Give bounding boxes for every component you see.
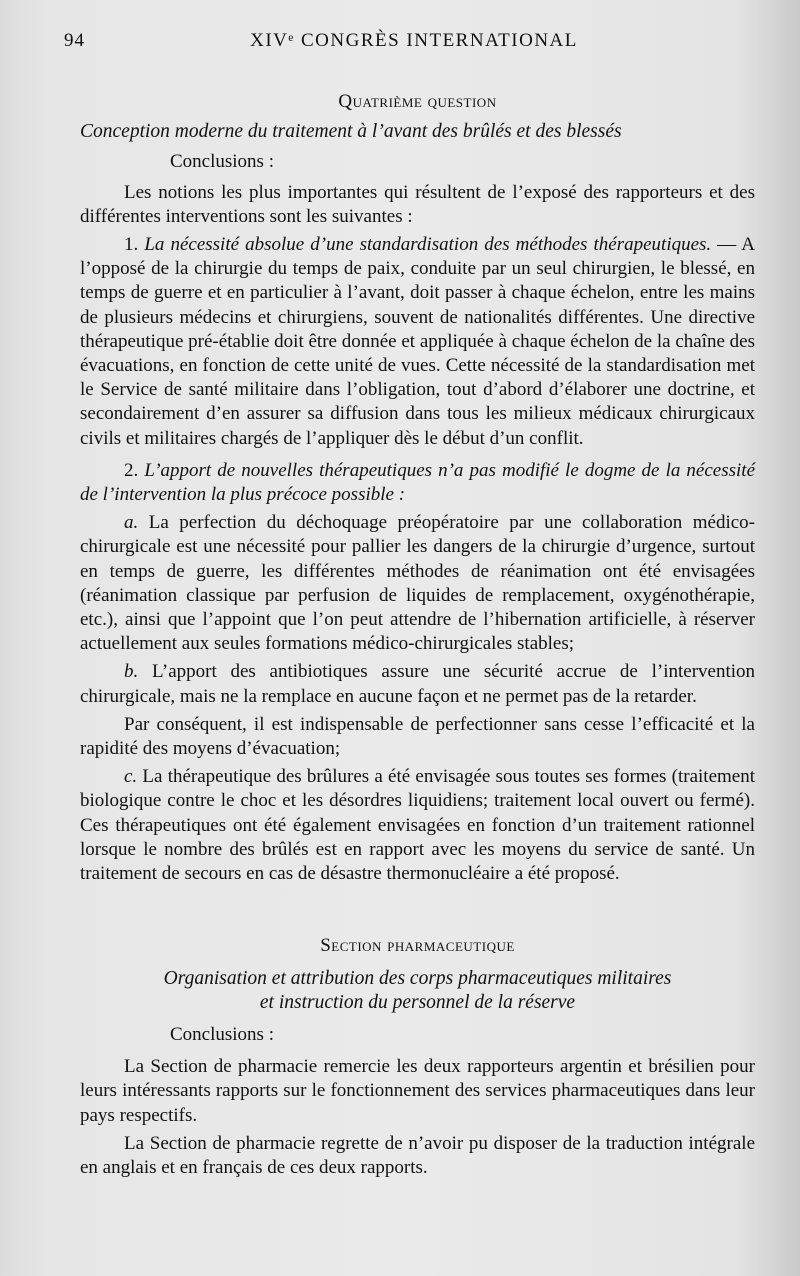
page-header (64, 30, 764, 54)
point-b-letter: b. (124, 661, 139, 683)
running-title: XIVᵉ CONGRÈS INTERNATIONAL (250, 30, 578, 51)
point-2-heading: L’apport de nouvelles thérapeutiques n’a pas modifié le dogme de la nécessité de l’intervention la plus précoce possible : (80, 459, 755, 506)
point-c-text: La thérapeutique des brûlures a été envisagée sous toutes ses formes (traitement biologique contre le choc et les désordres liquidiens; traitement local ouvert ou fermé). Ces thérapeutiques ont été également envisagées en fonction d’un traitement rationnel lorsque le nombre des brûlés est en rapport avec les moyens du service de santé. Un traitement de secours en cas de désastre thermonucléaire a été proposé. (80, 766, 755, 885)
page-body (80, 90, 755, 1180)
consequence-paragraph: Par conséquent, il est indispensable de perfectionner sans cesse l’efficacité et la rapidité des moyens d’évacuation; (80, 713, 755, 760)
section-subtitle-line-2: et instruction du personnel de la réserve (259, 991, 576, 1013)
section-subtitle-line-1: Organisation et attribution des corps pharmaceutiques militaires (163, 967, 672, 989)
point-1-number: 1. (124, 234, 139, 256)
point-c-letter: c. (124, 766, 138, 788)
point-a-letter: a. (124, 512, 139, 534)
point-b-paragraph (80, 660, 755, 708)
section-paragraph-2: La Section de pharmacie regrette de n’avoir pu disposer de la traduction intégrale en anglais et en français de ces deux rapports. (80, 1132, 755, 1178)
question-subtitle: Conception moderne du traitement à l’avant des brûlés et des blessés (80, 121, 622, 143)
point-1-heading: La nécessité absolue d’une standardisation des méthodes thérapeutiques. (144, 234, 712, 256)
point-b-text: L’apport des antibiotiques assure une sécurité accrue de l’intervention chirurgicale, mais ne la remplace en aucune façon et ne permet pas de la retarder. (80, 661, 756, 707)
point-1-text: — A l’opposé de la chirurgie du temps de paix, conduite par un seul chirurgien, le blessé, en temps de guerre et en particulier à l’avant, doit passer à chaque échelon, entre les mains de plusieurs médecins et chirurgiens, souvent de nationalités différentes. Une directive thérapeutique pré-établie doit être donnée et appliquée à chaque échelon de la chaîne des évacuations, en fonction de cette unité de vues. Cette nécessité de la standardisation met le Service de santé militaire dans l’obligation, tout d’abord d’élaborer une doctrine, et secondairement d’en assurer sa diffusion dans tous les milieux médicaux chirurgicaux civils et militaires chargés de l’appliquer dès le début d’un conflit. (80, 234, 756, 449)
point-a-paragraph (80, 511, 755, 656)
question-title: Quatrième question (338, 91, 497, 112)
section-paragraph-1: La Section de pharmacie remercie les deux rapporteurs argentin et brésilien pour leurs intéressants rapports sur le fonctionnement des services pharmaceutiques dans leur pays respectifs. (80, 1056, 755, 1126)
conclusions-label: Conclusions : (170, 151, 274, 173)
section-conclusions-label: Conclusions : (170, 1023, 274, 1045)
intro-paragraph: Les notions les plus importantes qui résultent de l’exposé des rapporteurs et des différentes interventions sont les suivantes : (80, 181, 755, 227)
point-2-paragraph (80, 459, 755, 507)
point-c-paragraph (80, 765, 755, 886)
point-2-number: 2. (124, 459, 139, 481)
section-title: Section pharmaceutique (320, 935, 515, 957)
point-1-paragraph (80, 233, 755, 451)
point-a-text: La perfection du déchoquage préopératoire par une collaboration médico-chirurgicale est une nécessité pour pallier les dangers de la chirurgie d’urgence, surtout en temps de guerre, les différentes méthodes de réanimation ont été envisagées (réanimation classique par perfusion de liquides de remplacement, oxygénothérapie, etc.), ainsi que l’appoint que l’on peut attendre de l’hibernation artificielle, à réserver actuellement aux seules formations médico-chirurgicales stables; (80, 512, 755, 655)
page-number: 94 (64, 30, 85, 51)
